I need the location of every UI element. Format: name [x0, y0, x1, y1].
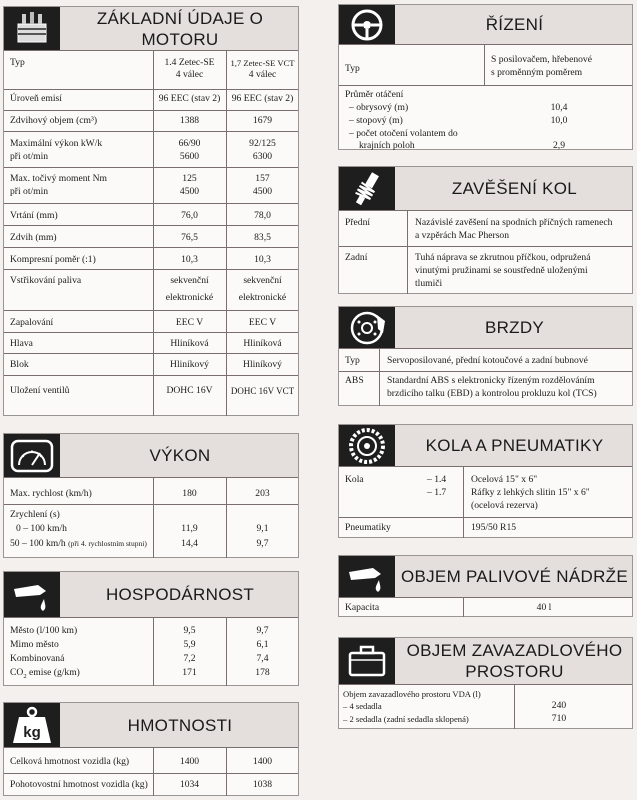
- row-zdvih-v1: 76,5: [181, 232, 198, 243]
- kg-weight-icon-text: kg: [23, 724, 41, 741]
- performance-title: VÝKON: [149, 446, 211, 465]
- gross-weight-v2: 1400: [252, 756, 273, 767]
- economy-section: [3, 571, 299, 686]
- co2-label: [10, 667, 80, 683]
- wheels-header: [339, 425, 632, 467]
- rear-suspension-value-3: tlumiči: [415, 278, 443, 289]
- col1-head-model: 1.4 Zetec-SE: [164, 57, 215, 68]
- city-label: Město (l/100 km): [10, 625, 78, 636]
- weight-section: [3, 702, 299, 796]
- row-vstrik-v1b: elektronické: [165, 292, 214, 303]
- row-vstrik-v2a: sekvenční: [243, 275, 282, 286]
- luggage-2seat-label: – 2 sedadla (zadní sedadla sklopená): [343, 714, 469, 724]
- max-speed-v2: 203: [255, 488, 270, 499]
- row-vrtani-v2: 78,0: [254, 210, 271, 221]
- row-hlava-label: Hlava: [10, 338, 33, 349]
- performance-section: [3, 433, 299, 558]
- luggage-section: [338, 637, 633, 729]
- luggage-4seat-value: 240: [551, 700, 567, 711]
- row-vykon-label-1: Maximální výkon kW/k: [10, 138, 103, 149]
- suspension-header: [339, 167, 632, 211]
- brake-disc-icon: [339, 307, 395, 348]
- row-vrtani-label: Vrtání (mm): [10, 210, 58, 221]
- steering-title: ŘÍZENÍ: [485, 15, 544, 34]
- row-moment-v1a: 125: [182, 173, 197, 184]
- weight-header: [4, 703, 298, 748]
- abs-value-1: Standardní ABS s elektronicky řízeným rozdělováním: [387, 375, 595, 386]
- max-speed-label: Max. rychlost (km/h): [10, 488, 92, 499]
- engine-title: ZÁKLADNÍ ÚDAJE O MOTORU: [96, 8, 264, 49]
- row-emise-v1: 96 EEC (stav 2): [158, 93, 221, 104]
- turning-kerb-value: 10,4: [550, 102, 568, 113]
- col2-head-cyl: 4 válec: [248, 69, 277, 80]
- fuel-tank-header: [339, 556, 632, 598]
- tires-value: 195/50 R15: [471, 522, 517, 533]
- row-emise-label: Úroveň emisí: [10, 93, 62, 104]
- row-hlava-v2: Hliníková: [243, 338, 282, 349]
- steering-section: [338, 4, 633, 150]
- city-v1: 9,5: [183, 625, 196, 636]
- turning-track-label: – stopový (m): [349, 115, 403, 126]
- steering-type-label: Typ: [345, 63, 360, 74]
- accel-2-note: (při 4. rychlostním stupni): [68, 539, 147, 548]
- turns-label-2: krajních poloh: [359, 140, 415, 151]
- accel-2-main: 50 – 100 km/h: [10, 538, 66, 549]
- luggage-title: [397, 638, 632, 684]
- co2-text: CO: [10, 667, 24, 678]
- wheels-variant2-label: – 1.7: [427, 487, 447, 498]
- accel-1-v1: 11,9: [181, 523, 198, 534]
- row-komprese-v1: 10,3: [181, 254, 198, 265]
- performance-header: [4, 434, 298, 478]
- row-blok-v1: Hliníkový: [170, 359, 209, 370]
- row-vykon-label-2: při ot/min: [10, 151, 49, 162]
- row-objem-v2: 1679: [252, 115, 273, 126]
- row-hlava-v1: Hliníková: [170, 338, 209, 349]
- luggage-title-line2: PROSTORU: [465, 662, 564, 681]
- turning-diameter-label: Průměr otáčení: [345, 89, 404, 100]
- turning-kerb-label: – obrysový (m): [349, 102, 409, 113]
- rear-suspension-value-1: Tuhá náprava se zkrutnou příčkou, odpružená: [415, 252, 591, 263]
- accel-2-label: [10, 538, 147, 551]
- row-zdvih-label: Zdvih (mm): [10, 232, 57, 243]
- col1-head-cyl: 4 válec: [175, 69, 204, 80]
- co2-v2: 178: [255, 667, 270, 678]
- wheels-title: KOLA A PNEUMATIKY: [425, 436, 604, 455]
- luggage-2seat-value: 710: [551, 713, 567, 724]
- suspension-title: ZAVĚŠENÍ KOL: [451, 179, 578, 198]
- engine-section: [3, 6, 299, 416]
- row-moment-label-1: Max. točivý moment Nm: [10, 173, 107, 184]
- row-vykon-v2b: 6300: [252, 151, 273, 162]
- row-objem-v1: 1388: [179, 115, 200, 126]
- engine-piston-icon: [4, 7, 60, 50]
- abs-value-2: brzdicího talku (EBD) a kontrolou prokluzu kol (TCS): [387, 388, 597, 399]
- suitcase-icon: [339, 638, 395, 684]
- gross-weight-label: Celková hmotnost vozidla (kg): [10, 756, 130, 767]
- front-suspension-label: Přední: [345, 217, 371, 228]
- economy-title: HOSPODÁRNOST: [105, 585, 255, 604]
- combined-v1: 7,2: [183, 653, 196, 664]
- row-komprese-v2: 10,3: [254, 254, 271, 265]
- accel-1-label: 0 – 100 km/h: [16, 523, 67, 534]
- kerb-weight-v2: 1038: [252, 779, 273, 790]
- city-v2: 9,7: [256, 625, 269, 636]
- max-speed-v1: 180: [182, 488, 197, 499]
- row-blok-v2: Hliníkový: [243, 359, 282, 370]
- wheels-variant2-value-2: (ocelová rezerva): [471, 500, 538, 511]
- row-moment-label-2: při ot/min: [10, 186, 49, 197]
- suspension-section: [338, 166, 633, 294]
- row-moment-v2b: 4500: [252, 186, 273, 197]
- brakes-section: [338, 306, 633, 406]
- fuel-tank-section: [338, 555, 633, 617]
- row-zdvih-v2: 83,5: [254, 232, 271, 243]
- row-vykon-v1b: 5600: [179, 151, 200, 162]
- steering-type-value-1: S posilovačem, hřebenové: [491, 54, 592, 65]
- row-moment-v2a: 157: [255, 173, 270, 184]
- row-ventily-label: Uložení ventilů: [10, 385, 70, 396]
- tire-icon: [339, 425, 395, 466]
- co2-subscript: 2: [23, 672, 27, 680]
- col2-head-model: 1,7 Zetec-SE VCT: [230, 58, 295, 68]
- front-suspension-value-2: a vzpěrách Mac Pherson: [415, 230, 510, 241]
- kg-weight-icon: [4, 703, 60, 747]
- row-vykon-v2a: 92/125: [249, 138, 276, 149]
- row-zapal-label: Zapalování: [10, 317, 54, 328]
- wheels-variant1-label: – 1.4: [427, 474, 447, 485]
- luggage-header: [339, 638, 632, 685]
- gross-weight-v1: 1400: [179, 756, 200, 767]
- luggage-4seat-label: – 4 sedadla: [343, 701, 382, 711]
- engine-header: [4, 7, 298, 51]
- turns-value: 2,9: [553, 140, 565, 151]
- steering-wheel-icon: [339, 5, 395, 44]
- row-vrtani-v1: 76,0: [181, 210, 198, 221]
- accel-2-v1: 14,4: [181, 538, 198, 549]
- row-ventily-v2: DOHC 16V VCT: [230, 386, 295, 396]
- economy-header: [4, 572, 298, 618]
- wheels-section: [338, 424, 633, 538]
- weight-title: HMOTNOSTI: [127, 715, 233, 735]
- fuel-capacity-value: 40 l: [536, 602, 552, 613]
- row-vstrik-v2b: elektronické: [238, 292, 287, 303]
- fuel-pump-icon: [4, 572, 60, 617]
- co2-v1: 171: [182, 667, 197, 678]
- brakes-header: [339, 307, 632, 349]
- abs-label: ABS: [345, 375, 364, 386]
- row-blok-label: Blok: [10, 359, 29, 370]
- row-komprese-label: Kompresní poměr (:1): [10, 254, 96, 265]
- row-emise-v2: 96 EEC (stav 2): [231, 93, 294, 104]
- row-ventily-v1: DOHC 16V: [166, 385, 213, 396]
- turns-label-1: – počet otočení volantem do: [349, 128, 458, 139]
- kerb-weight-label: Pohotovostní hmotnost vozidla (kg): [10, 779, 148, 790]
- combined-label: Kombinovaná: [10, 653, 65, 664]
- brakes-type-label: Typ: [345, 355, 360, 366]
- row-zapal-v2: EEC V: [248, 317, 277, 328]
- steering-header: [339, 5, 632, 45]
- extra-urban-v2: 6,1: [256, 639, 269, 650]
- fuel-nozzle-icon: [339, 556, 395, 597]
- extra-urban-v1: 5,9: [183, 639, 196, 650]
- row-vstrik-v1a: sekvenční: [170, 275, 209, 286]
- speedometer-icon: [4, 434, 60, 477]
- row-moment-v1b: 4500: [179, 186, 200, 197]
- row-objem-label: Zdvihový objem (cm³): [10, 115, 98, 126]
- luggage-title-line1: OBJEM ZAVAZADLOVÉHO: [406, 641, 623, 660]
- accel-2-v2: 9,7: [256, 538, 269, 549]
- row-typ-label: Typ: [10, 57, 25, 68]
- steering-type-value-2: s proměnným poměrem: [491, 67, 583, 78]
- combined-v2: 7,4: [256, 653, 269, 664]
- row-vykon-v1a: 66/90: [178, 138, 201, 149]
- rear-suspension-label: Zadní: [345, 252, 368, 263]
- row-zapal-v1: EEC V: [175, 317, 204, 328]
- wheels-variant2-value-1: Ráfky z lehkých slitin 15" x 6": [471, 487, 590, 498]
- accel-label: Zrychlení (s): [10, 509, 60, 520]
- fuel-tank-title: OBJEM PALIVOVÉ NÁDRŽE: [400, 567, 629, 586]
- brakes-type-value: Servoposilované, přední kotoučové a zadní bubnové: [387, 355, 588, 366]
- fuel-capacity-label: Kapacita: [345, 602, 380, 613]
- turning-track-value: 10,0: [550, 115, 568, 126]
- brakes-title: BRZDY: [484, 318, 545, 337]
- wheels-label: Kola: [345, 474, 364, 485]
- shock-absorber-icon: [339, 167, 395, 210]
- co2-unit: emise (g/km): [26, 667, 80, 678]
- wheels-variant1-value: Ocelová 15" x 6": [471, 474, 538, 485]
- luggage-head-label: Objem zavazadlového prostoru VDA (l): [343, 689, 481, 699]
- extra-urban-label: Mimo město: [10, 639, 59, 650]
- kerb-weight-v1: 1034: [179, 779, 200, 790]
- front-suspension-value-1: Nazávislé zavěšení na spodních příčných ramenech: [415, 217, 613, 228]
- rear-suspension-value-2: vinutými pružinami se soustředně uloženými: [415, 265, 588, 276]
- row-vstrik-label: Vstřikování paliva: [10, 275, 82, 286]
- tires-label: Pneumatiky: [345, 522, 391, 533]
- accel-1-v2: 9,1: [256, 523, 269, 534]
